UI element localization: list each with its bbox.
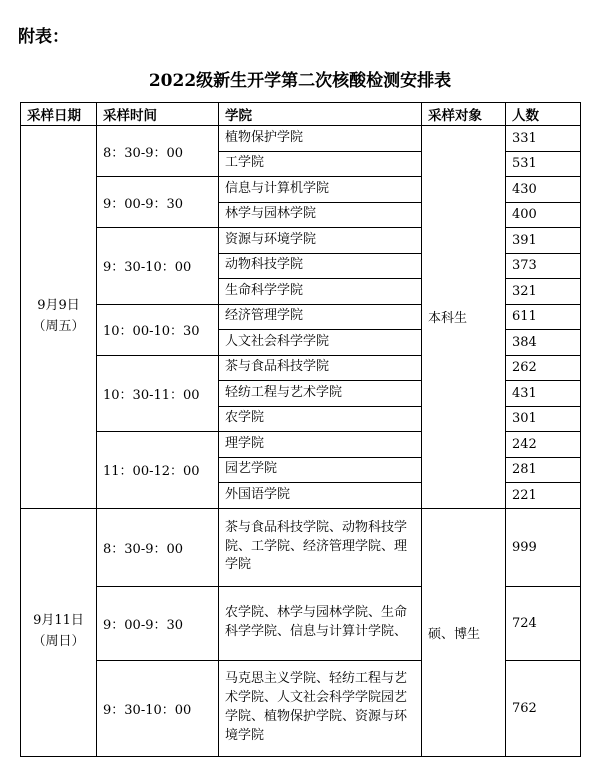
college-cell: 轻纺工程与艺术学院 [219,381,422,407]
count-cell: 331 [506,126,581,152]
count-cell: 431 [506,381,581,407]
count-cell: 384 [506,330,581,356]
count-cell: 281 [506,457,581,483]
count-cell: 242 [506,432,581,458]
date-cell [21,126,97,509]
header-row [21,103,581,126]
date-text: 9月9日 [37,297,80,313]
schedule-table [20,102,581,757]
college-cell: 林学与园林学院 [219,202,422,228]
time-cell: 9：30-10：00 [97,228,219,305]
target-cell: 硕、博生 [422,508,506,756]
time-cell: 8：30-9：00 [97,126,219,177]
table-title: 2022级新生开学第二次核酸检测安排表 [148,71,452,91]
college-cell: 农学院、林学与园林学院、生命科学学院、信息与计算计学院、 [219,586,422,660]
college-cell: 园艺学院 [219,457,422,483]
college-cell: 茶与食品科技学院、动物科技学院、工学院、经济管理学院、理学院 [219,508,422,586]
time-cell: 10：00-10：30 [97,304,219,355]
college-cell: 生命科学学院 [219,279,422,305]
count-cell: 762 [506,660,581,756]
date-text: 9月11日 [33,613,84,629]
college-cell: 动物科技学院 [219,253,422,279]
count-cell: 611 [506,304,581,330]
college-cell: 人文社会科学学院 [219,330,422,356]
time-cell: 11：00-12：00 [97,432,219,509]
count-cell: 531 [506,151,581,177]
count-cell: 430 [506,177,581,203]
table-row [21,508,581,586]
date-cell [21,508,97,756]
count-cell: 221 [506,483,581,509]
target-cell: 本科生 [422,126,506,509]
time-cell: 10：30-11：00 [97,355,219,432]
time-cell: 9：30-10：00 [97,660,219,756]
college-cell: 理学院 [219,432,422,458]
weekday-text: （周五） [32,318,85,334]
time-cell: 8：30-9：00 [97,508,219,586]
count-cell: 321 [506,279,581,305]
header-college: 学院 [219,103,422,126]
count-cell: 262 [506,355,581,381]
college-cell: 工学院 [219,151,422,177]
count-cell: 724 [506,586,581,660]
college-cell: 马克思主义学院、轻纺工程与艺术学院、人文社会科学学院园艺学院、植物保护学院、资源与环境学院 [219,660,422,756]
college-cell: 信息与计算机学院 [219,177,422,203]
weekday-text: （周日） [32,634,85,649]
count-cell: 373 [506,253,581,279]
college-cell: 农学院 [219,406,422,432]
header-time: 采样时间 [97,103,219,126]
time-cell: 9：00-9：30 [97,586,219,660]
count-cell: 400 [506,202,581,228]
header-target: 采样对象 [422,103,506,126]
college-cell: 植物保护学院 [219,126,422,152]
time-cell: 9：00-9：30 [97,177,219,228]
header-date: 采样日期 [21,103,97,126]
college-cell: 茶与食品科技学院 [219,355,422,381]
count-cell: 301 [506,406,581,432]
table-row [21,126,581,152]
header-count: 人数 [506,103,581,126]
count-cell: 391 [506,228,581,254]
college-cell: 经济管理学院 [219,304,422,330]
college-cell: 资源与环境学院 [219,228,422,254]
count-cell: 999 [506,508,581,586]
appendix-heading: 附表： [18,27,69,47]
college-cell: 外国语学院 [219,483,422,509]
